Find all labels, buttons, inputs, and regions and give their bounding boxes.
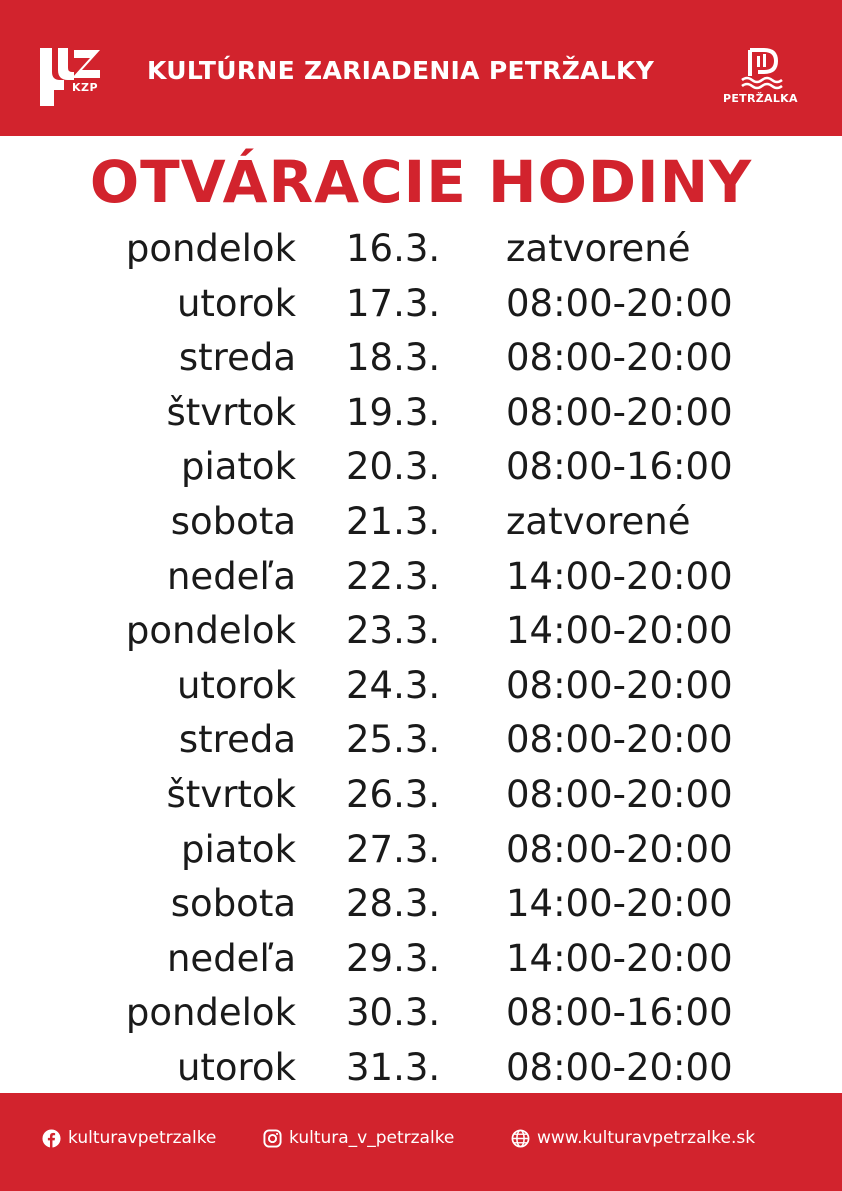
day-name: streda	[178, 718, 296, 762]
day-name: nedeľa	[166, 936, 296, 980]
date: 22.3.	[346, 554, 441, 598]
facebook-link[interactable]	[42, 1128, 216, 1148]
day-name: nedeľa	[166, 554, 296, 598]
opening-hours-table	[0, 222, 842, 1096]
schedule-row	[0, 222, 842, 277]
opening-hours: 08:00-16:00	[506, 445, 733, 489]
schedule-row	[0, 1041, 842, 1096]
website-link[interactable]	[511, 1128, 755, 1148]
schedule-row	[0, 331, 842, 386]
date: 16.3.	[346, 227, 441, 270]
opening-hours: 08:00-16:00	[506, 991, 733, 1035]
schedule-row	[0, 550, 842, 605]
opening-hours: zatvorené	[506, 499, 691, 543]
date: 31.3.	[346, 1045, 441, 1089]
day-name: utorok	[176, 281, 296, 325]
date: 24.3.	[346, 663, 441, 707]
day-name: pondelok	[125, 991, 296, 1035]
opening-hours: 08:00-20:00	[506, 336, 733, 380]
opening-hours: 08:00-20:00	[506, 390, 733, 434]
date: 28.3.	[346, 882, 441, 926]
schedule-row	[0, 823, 842, 878]
opening-hours: 14:00-20:00	[506, 882, 733, 926]
day-name: sobota	[170, 499, 296, 543]
opening-hours: 08:00-20:00	[506, 772, 733, 816]
schedule-row	[0, 986, 842, 1041]
day-name: sobota	[170, 882, 296, 926]
organization-title: KULTÚRNE ZARIADENIA PETRŽALKY	[147, 56, 655, 85]
day-name: streda	[178, 336, 296, 380]
date: 20.3.	[346, 445, 441, 489]
date: 30.3.	[346, 991, 441, 1035]
schedule-row	[0, 495, 842, 550]
schedule-row	[0, 768, 842, 823]
day-name: utorok	[176, 663, 296, 707]
kzp-logo-text: KZP	[72, 81, 99, 94]
kzp-logo-icon	[38, 46, 102, 108]
schedule-row	[0, 932, 842, 987]
schedule-row	[0, 713, 842, 768]
date: 17.3.	[346, 281, 441, 325]
date: 25.3.	[346, 718, 441, 762]
instagram-link[interactable]	[263, 1128, 454, 1148]
opening-hours: 08:00-20:00	[506, 663, 733, 707]
opening-hours: 14:00-20:00	[506, 936, 733, 980]
header-bar	[0, 0, 842, 136]
petrzalka-logo-icon	[740, 46, 784, 92]
schedule-row	[0, 440, 842, 495]
day-name: piatok	[180, 827, 296, 871]
day-name: štvrtok	[166, 390, 296, 434]
date: 18.3.	[346, 336, 441, 380]
day-name: pondelok	[125, 227, 296, 270]
date: 27.3.	[346, 827, 441, 871]
opening-hours: 08:00-20:00	[506, 281, 733, 325]
opening-hours: zatvorené	[506, 227, 691, 270]
opening-hours: 14:00-20:00	[506, 554, 733, 598]
facebook-icon	[42, 1129, 61, 1148]
schedule-row	[0, 386, 842, 441]
date: 26.3.	[346, 772, 441, 816]
instagram-icon	[263, 1129, 282, 1148]
day-name: pondelok	[125, 609, 296, 653]
instagram-label: kultura_v_petrzalke	[289, 1128, 455, 1148]
date: 21.3.	[346, 499, 441, 543]
day-name: piatok	[180, 445, 296, 489]
globe-icon	[511, 1129, 530, 1148]
day-name: utorok	[176, 1045, 296, 1089]
date: 29.3.	[346, 936, 441, 980]
opening-hours: 08:00-20:00	[506, 718, 733, 762]
opening-hours: 08:00-20:00	[506, 1045, 733, 1089]
schedule-row	[0, 604, 842, 659]
facebook-label: kulturavpetrzalke	[68, 1128, 217, 1148]
opening-hours: 14:00-20:00	[506, 609, 733, 653]
date: 23.3.	[346, 609, 441, 653]
date: 19.3.	[346, 390, 441, 434]
schedule-row	[0, 659, 842, 714]
schedule-row	[0, 877, 842, 932]
schedule-row	[0, 277, 842, 332]
day-name: štvrtok	[166, 772, 296, 816]
website-label: www.kulturavpetrzalke.sk	[537, 1128, 756, 1148]
opening-hours: 08:00-20:00	[506, 827, 733, 871]
page-title: OTVÁRACIE HODINY	[89, 148, 753, 216]
petrzalka-logo-text: PETRŽALKA	[723, 92, 798, 105]
